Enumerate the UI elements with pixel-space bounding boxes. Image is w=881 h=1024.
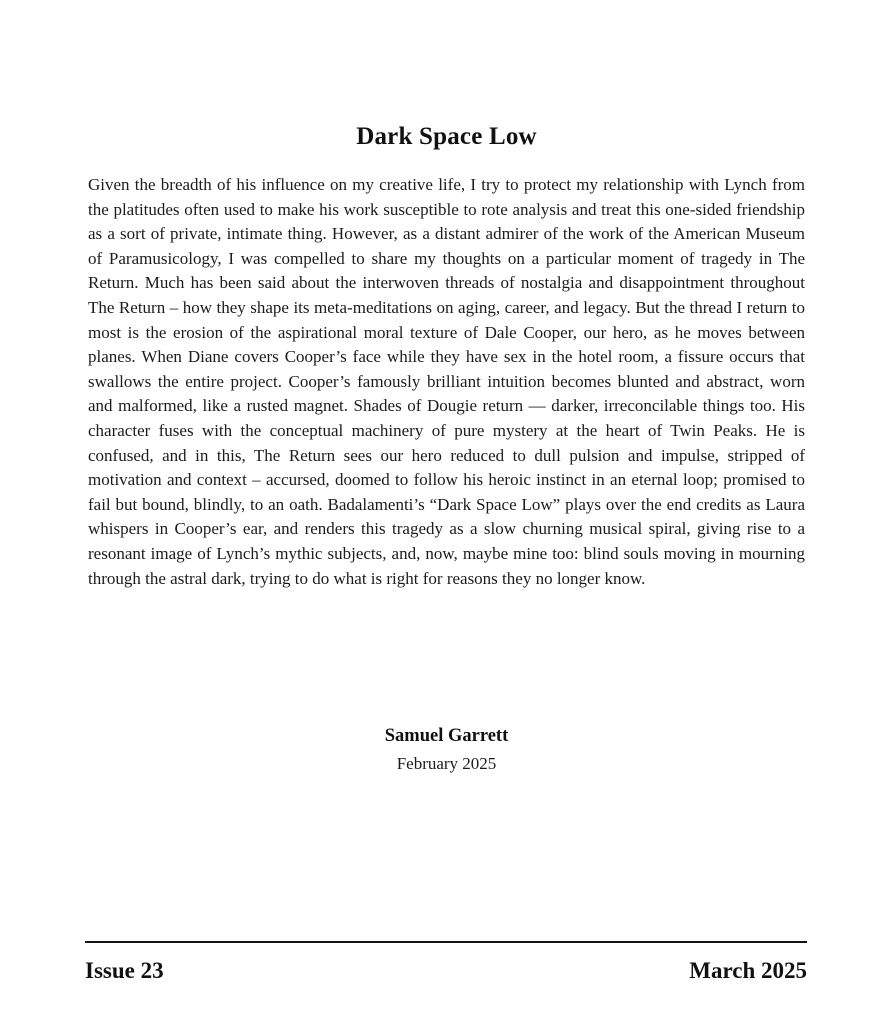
footer-publication-date: March 2025 [689,958,807,983]
byline [88,726,805,774]
page-footer [85,958,807,984]
publication-date: February 2025 [396,754,497,773]
article-title: Dark Space Low [356,122,537,150]
footer-divider [85,941,807,943]
footer-issue-number: Issue 23 [85,958,164,983]
body-paragraph: Given the breadth of his influence on my creative life, I try to protect my relationship with Lynch from the platitudes often used to make his work susceptible to rote analysis and treat this one-sided friendship as a sort of private, intimate thing. However, as a distant admirer of the work of the American Museum of Paramusicology, I was compelled to share my thoughts on a particular moment of tragedy in The Return. Much has been said about the interwoven threads of nostalgia and disappointment throughout The Return – how they shape its meta-meditations on aging, career, and legacy. But the thread I return to most is the erosion of the aspirational moral texture of Dale Cooper, our hero, as he moves between planes. When Diane covers Cooper’s face while they have sex in the hotel room, a fissure occurs that swallows the entire project. Cooper’s famously brilliant intuition becomes blunted and abstract, worn and malformed, like a rusted magnet. Shades of Dougie return — darker, irreconcilable things too. His character fuses with the conceptual machinery of pure mystery at the heart of Twin Peaks. He is confused, and in this, The Return sees our hero reduced to dull pulsion and impulse, stripped of motivation and context – accursed, doomed to follow his heroic instinct in an eternal loop; promised to fail but bound, blindly, to an oath. Badalamenti’s “Dark Space Low” plays over the end credits as Laura whispers in Cooper’s ear, and renders this tragedy as a slow churning musical spiral, giving rise to a resonant image of Lynch’s mythic subjects, and, now, maybe mine too: blind souls moving in mourning through the astral dark, trying to do what is right for reasons they no longer know. [88,175,805,588]
author-name: Samuel Garrett [384,726,509,746]
